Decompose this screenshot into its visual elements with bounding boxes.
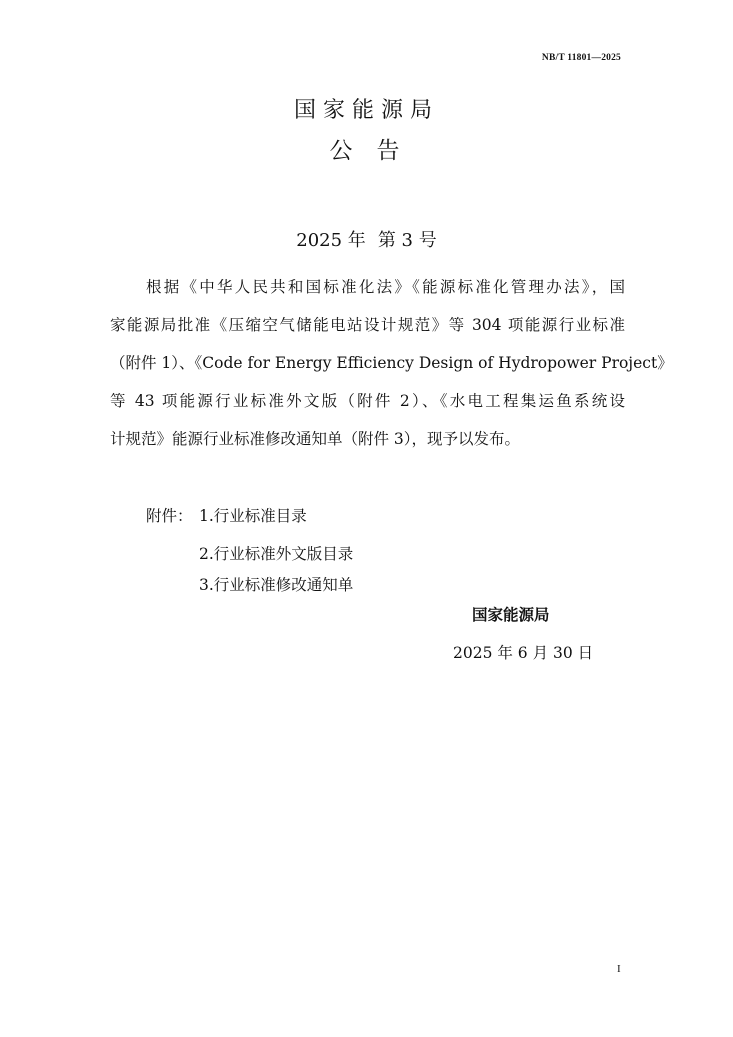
issue-date: 2025 年 6 月 30 日	[453, 644, 594, 662]
issue-sequence: 第 3 号	[377, 230, 437, 251]
body-line: 根据《中华人民共和国标准化法》《能源标准化管理办法》，国	[146, 278, 625, 296]
page-number: I	[617, 963, 621, 975]
attachments-label: 附件：	[146, 507, 193, 525]
issue-number	[0, 226, 733, 252]
issuer-signature: 国家能源局	[472, 606, 550, 624]
standard-code: NB/T 11801—2025	[541, 53, 621, 63]
body-line: 计规范》能源行业标准修改通知单（附件 3），现予以发布。	[110, 430, 521, 448]
attachment-item: 3.行业标准修改通知单	[199, 576, 354, 594]
notice-title: 公告	[329, 138, 424, 164]
attachment-item: 2.行业标准外文版目录	[199, 545, 354, 563]
body-line: （附件 1）、《Code for Energy Efficiency Design of Hydropower Project》	[110, 354, 673, 372]
attachment-item: 1.行业标准目录	[199, 507, 307, 525]
agency-title: 国家能源局	[293, 98, 439, 123]
body-line: 等 43 项能源行业标准外文版（附件 2）、《水电工程集运鱼系统设	[110, 392, 625, 410]
announcement-body	[110, 268, 673, 458]
issue-year: 2025 年	[296, 230, 366, 251]
body-line: 家能源局批准《压缩空气储能电站设计规范》等 304 项能源行业标准	[110, 316, 625, 334]
